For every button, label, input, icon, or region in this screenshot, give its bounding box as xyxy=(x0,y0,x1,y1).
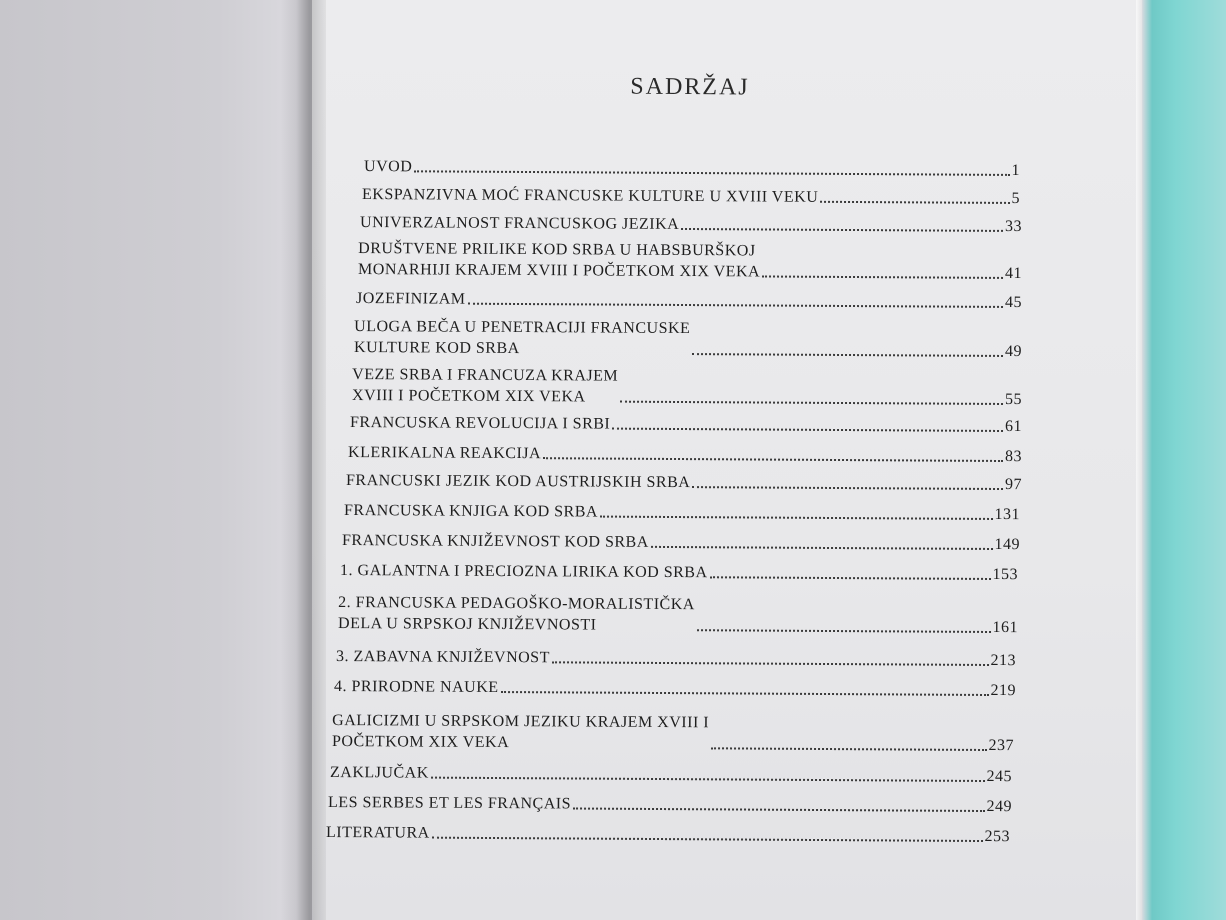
toc-entry-label-line: LITERATURA xyxy=(326,824,430,842)
toc-entry-label-line: 3. ZABAVNA KNJIŽEVNOST xyxy=(336,648,550,667)
toc-entry-label xyxy=(356,288,466,310)
toc-entry xyxy=(342,530,1020,555)
toc-page-number: 237 xyxy=(988,737,1015,755)
toc-entry-label-line: KLERIKALNA REAKCIJA xyxy=(348,444,542,463)
toc-entry-label xyxy=(344,500,598,523)
toc-entry-label xyxy=(340,560,708,583)
toc-entry-label-line: 2. FRANCUSKA PEDAGOŠKO-MORALISTIČKA xyxy=(338,594,695,614)
toc-entry-label-line: FRANCUSKA KNJIGA KOD SRBA xyxy=(344,502,599,521)
toc-entry-label-line: XVIII I POČETKOM XIX VEKA xyxy=(352,387,586,406)
toc-entry-label xyxy=(330,762,429,784)
toc-leader-dots xyxy=(681,228,1003,232)
toc-page-number: 83 xyxy=(1004,448,1023,466)
toc-entry xyxy=(326,822,1010,847)
toc-entry-label xyxy=(342,530,649,553)
toc-leader-dots xyxy=(431,777,985,782)
toc-entry-label-line: DRUŠTVENE PRILIKE KOD SRBA U HABSBURŠKOJ xyxy=(358,240,756,260)
toc-entry xyxy=(338,592,1018,638)
toc-page-number: 149 xyxy=(994,535,1021,554)
toc-page-number: 153 xyxy=(992,565,1019,584)
toc-leader-dots xyxy=(432,837,983,842)
toc-leader-dots xyxy=(468,303,1004,308)
toc-entry-label xyxy=(338,592,695,636)
toc-entry-label xyxy=(326,822,430,844)
toc-entry xyxy=(352,364,1022,410)
toc-entry-label-line: UNIVERZALNOST FRANCUSKOG JEZIKA xyxy=(360,214,680,233)
toc-entry-label-line: 4. PRIRODNE NAUKE xyxy=(334,678,499,697)
toc-page-number: 45 xyxy=(1005,293,1023,312)
toc-page-number: 61 xyxy=(1005,418,1023,436)
toc-entry xyxy=(354,316,1022,362)
toc-page-number: 245 xyxy=(986,768,1013,786)
toc-entry xyxy=(336,646,1016,671)
toc-leader-dots xyxy=(501,691,989,696)
toc-entry-label-line: JOZEFINIZAM xyxy=(356,290,466,308)
toc-entry-label-line: KULTURE KOD SRBA xyxy=(354,339,520,358)
toc-page-number: 33 xyxy=(1005,217,1023,236)
toc-entry-label-line: MONARHIJI KRAJEM XVIII I POČETKOM XIX VEKA xyxy=(358,261,761,281)
toc-entry-label-line: 1. GALANTNA I PRECIOZNA LIRIKA KOD SRBA xyxy=(340,562,708,582)
toc-page-number: 49 xyxy=(1005,342,1023,361)
toc-leader-dots xyxy=(552,661,989,666)
toc-leader-dots xyxy=(612,428,1003,432)
toc-page-number: 5 xyxy=(1011,189,1021,208)
toc-entry-label xyxy=(332,710,709,754)
toc-entry-label-line: FRANCUSKA REVOLUCIJA I SRBI xyxy=(350,414,611,433)
toc-leader-dots xyxy=(414,170,1009,176)
toc-page-number: 97 xyxy=(1004,476,1023,494)
toc-page-number: 131 xyxy=(994,505,1021,524)
toc-entry-label-line: UVOD xyxy=(364,158,413,176)
toc-entry xyxy=(330,762,1012,787)
toc-leader-dots xyxy=(762,275,1003,278)
toc-entry xyxy=(358,238,1022,284)
toc-entry xyxy=(340,560,1018,585)
toc-entry-label-line: POČETKOM XIX VEKA xyxy=(332,733,510,752)
toc-entry-label xyxy=(352,364,618,408)
toc-leader-dots xyxy=(692,486,1003,490)
toc-entry-label xyxy=(360,212,679,235)
toc-entry-label xyxy=(346,470,690,493)
toc-entry xyxy=(348,442,1022,467)
toc-entry-label xyxy=(334,676,499,698)
toc-leader-dots xyxy=(600,516,993,520)
toc-page-number: 219 xyxy=(990,682,1017,700)
toc-entry-label xyxy=(364,156,412,177)
toc-entry xyxy=(328,792,1012,817)
toc-entry-label xyxy=(328,792,571,814)
toc-entry-label xyxy=(350,412,610,435)
toc-leader-dots xyxy=(573,807,985,812)
toc-entry-label-line: EKSPANZIVNA MOĆ FRANCUSKE KULTURE U XVIII VEKU xyxy=(362,186,819,206)
toc-page-number: 1 xyxy=(1011,161,1021,180)
toc-entry xyxy=(360,212,1022,237)
toc-page-number: 161 xyxy=(992,618,1019,637)
toc-entry xyxy=(362,184,1020,209)
toc-entry-label xyxy=(362,184,818,208)
toc-page-number: 213 xyxy=(990,651,1017,670)
toc-entry-label xyxy=(358,238,760,282)
toc-entry-label-line: LES SERBES ET LES FRANÇAIS xyxy=(328,794,572,813)
toc-page-number: 253 xyxy=(984,828,1011,846)
toc-leader-dots xyxy=(651,546,993,550)
toc-entry-label xyxy=(354,316,690,360)
toc-page-number: 249 xyxy=(986,798,1013,816)
toc-leader-dots xyxy=(620,401,1003,405)
toc-entry-label xyxy=(336,646,550,668)
toc-leader-dots xyxy=(710,576,991,580)
page-title: SADRŽAJ xyxy=(630,73,750,101)
toc-leader-dots xyxy=(697,629,991,633)
toc-entry-label xyxy=(348,442,541,464)
toc-entry-label-line: GALICIZMI U SRPSKOM JEZIKU KRAJEM XVIII I xyxy=(332,712,710,732)
toc-entry xyxy=(334,676,1016,701)
toc-entry xyxy=(350,412,1022,437)
toc-leader-dots xyxy=(711,747,987,751)
toc-page-number: 55 xyxy=(1005,390,1023,409)
toc-entry-label-line: ZAKLJUČAK xyxy=(330,764,429,782)
toc-page-number: 41 xyxy=(1005,264,1023,283)
toc-leader-dots xyxy=(820,201,1009,204)
toc-entry-label-line: ULOGA BEČA U PENETRACIJI FRANCUSKE xyxy=(354,318,691,338)
toc-entry xyxy=(356,288,1022,313)
toc-entry xyxy=(332,710,1014,756)
toc-entry xyxy=(364,156,1020,181)
toc-entry-label-line: FRANCUSKI JEZIK KOD AUSTRIJSKIH SRBA xyxy=(346,472,691,492)
toc-entry xyxy=(346,470,1022,495)
toc-entry-label-line: VEZE SRBA I FRANCUZA KRAJEM xyxy=(352,366,619,385)
toc-entry-label-line: FRANCUSKA KNJIŽEVNOST KOD SRBA xyxy=(342,532,649,551)
toc-leader-dots xyxy=(692,353,1003,357)
toc-entry-label-line: DELA U SRPSKOJ KNJIŽEVNOSTI xyxy=(338,615,597,634)
toc-leader-dots xyxy=(543,457,1003,462)
toc-entry xyxy=(344,500,1020,525)
